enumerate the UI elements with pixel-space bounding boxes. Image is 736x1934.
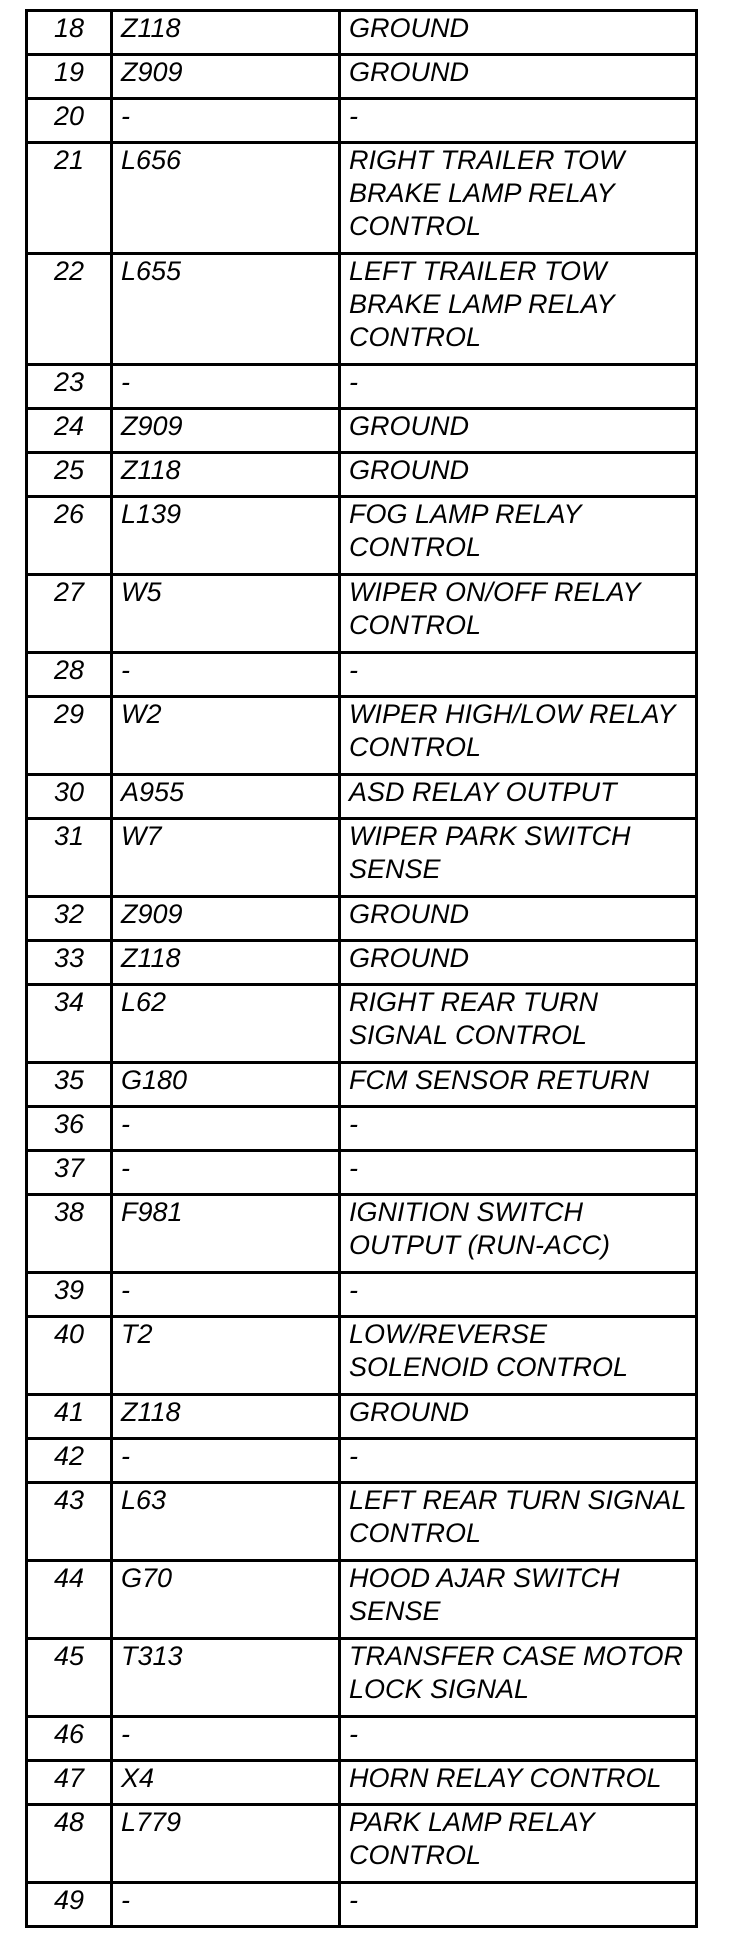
function-cell: WIPER HIGH/LOW RELAY CONTROL (340, 697, 697, 775)
table-row (27, 365, 697, 409)
pin-number-cell: 26 (27, 497, 112, 575)
function-cell: WIPER PARK SWITCH SENSE (340, 819, 697, 897)
table-row (27, 1805, 697, 1883)
table-row (27, 653, 697, 697)
pin-number-cell: 30 (27, 775, 112, 819)
table-row (27, 1439, 697, 1483)
circuit-cell: - (112, 99, 340, 143)
circuit-cell: - (112, 1273, 340, 1317)
pin-number-cell: 42 (27, 1439, 112, 1483)
table-row (27, 1483, 697, 1561)
table-row (27, 254, 697, 365)
table-row (27, 55, 697, 99)
pin-number-cell: 35 (27, 1063, 112, 1107)
circuit-cell: Z909 (112, 409, 340, 453)
circuit-cell: Z118 (112, 453, 340, 497)
pin-number-cell: 36 (27, 1107, 112, 1151)
circuit-cell: - (112, 1151, 340, 1195)
pin-number-cell: 28 (27, 653, 112, 697)
circuit-cell: - (112, 1439, 340, 1483)
pin-number-cell: 41 (27, 1395, 112, 1439)
pin-number-cell: 47 (27, 1761, 112, 1805)
circuit-cell: - (112, 653, 340, 697)
circuit-cell: Z909 (112, 55, 340, 99)
pin-table-body (27, 11, 697, 1927)
function-cell: WIPER ON/OFF RELAY CONTROL (340, 575, 697, 653)
circuit-cell: A955 (112, 775, 340, 819)
function-cell: - (340, 1717, 697, 1761)
function-cell: - (340, 365, 697, 409)
circuit-cell: Z909 (112, 897, 340, 941)
function-cell: GROUND (340, 897, 697, 941)
table-row (27, 941, 697, 985)
pin-number-cell: 44 (27, 1561, 112, 1639)
circuit-cell: F981 (112, 1195, 340, 1273)
pin-number-cell: 45 (27, 1639, 112, 1717)
function-cell: GROUND (340, 409, 697, 453)
circuit-cell: L62 (112, 985, 340, 1063)
function-cell: - (340, 1883, 697, 1927)
function-cell: - (340, 1107, 697, 1151)
table-row (27, 819, 697, 897)
function-cell: HOOD AJAR SWITCH SENSE (340, 1561, 697, 1639)
circuit-cell: G70 (112, 1561, 340, 1639)
function-cell: PARK LAMP RELAY CONTROL (340, 1805, 697, 1883)
function-cell: - (340, 1439, 697, 1483)
circuit-cell: - (112, 1883, 340, 1927)
function-cell: - (340, 653, 697, 697)
function-cell: - (340, 1273, 697, 1317)
table-row (27, 1639, 697, 1717)
pin-number-cell: 32 (27, 897, 112, 941)
circuit-cell: Z118 (112, 1395, 340, 1439)
circuit-cell: Z118 (112, 941, 340, 985)
function-cell: LOW/REVERSE SOLENOID CONTROL (340, 1317, 697, 1395)
function-cell: - (340, 1151, 697, 1195)
pin-number-cell: 43 (27, 1483, 112, 1561)
pin-number-cell: 37 (27, 1151, 112, 1195)
function-cell: LEFT TRAILER TOW BRAKE LAMP RELAY CONTROL (340, 254, 697, 365)
circuit-cell: Z118 (112, 11, 340, 55)
pin-number-cell: 25 (27, 453, 112, 497)
pin-number-cell: 19 (27, 55, 112, 99)
pin-number-cell: 48 (27, 1805, 112, 1883)
table-row (27, 575, 697, 653)
function-cell: FOG LAMP RELAY CONTROL (340, 497, 697, 575)
table-row (27, 897, 697, 941)
function-cell: GROUND (340, 1395, 697, 1439)
table-row (27, 1761, 697, 1805)
pin-number-cell: 39 (27, 1273, 112, 1317)
function-cell: TRANSFER CASE MOTOR LOCK SIGNAL (340, 1639, 697, 1717)
function-cell: HORN RELAY CONTROL (340, 1761, 697, 1805)
pin-number-cell: 20 (27, 99, 112, 143)
table-row (27, 1883, 697, 1927)
circuit-cell: L655 (112, 254, 340, 365)
circuit-cell: - (112, 365, 340, 409)
pin-number-cell: 34 (27, 985, 112, 1063)
table-row (27, 99, 697, 143)
function-cell: GROUND (340, 11, 697, 55)
table-row (27, 453, 697, 497)
circuit-cell: - (112, 1717, 340, 1761)
pin-number-cell: 38 (27, 1195, 112, 1273)
circuit-cell: T313 (112, 1639, 340, 1717)
table-row (27, 1395, 697, 1439)
circuit-cell: W2 (112, 697, 340, 775)
circuit-cell: G180 (112, 1063, 340, 1107)
table-row (27, 497, 697, 575)
pin-number-cell: 31 (27, 819, 112, 897)
pin-number-cell: 24 (27, 409, 112, 453)
table-row (27, 1317, 697, 1395)
table-row (27, 1561, 697, 1639)
table-row (27, 1273, 697, 1317)
function-cell: IGNITION SWITCH OUTPUT (RUN-ACC) (340, 1195, 697, 1273)
function-cell: LEFT REAR TURN SIGNAL CONTROL (340, 1483, 697, 1561)
circuit-cell: W5 (112, 575, 340, 653)
circuit-cell: W7 (112, 819, 340, 897)
table-row (27, 1717, 697, 1761)
table-row (27, 697, 697, 775)
table-row (27, 11, 697, 55)
pin-number-cell: 21 (27, 143, 112, 254)
circuit-cell: - (112, 1107, 340, 1151)
function-cell: GROUND (340, 941, 697, 985)
table-row (27, 1195, 697, 1273)
pin-table (25, 9, 698, 1928)
function-cell: RIGHT TRAILER TOW BRAKE LAMP RELAY CONTROL (340, 143, 697, 254)
table-row (27, 1107, 697, 1151)
function-cell: FCM SENSOR RETURN (340, 1063, 697, 1107)
table-row (27, 409, 697, 453)
function-cell: GROUND (340, 453, 697, 497)
pin-number-cell: 27 (27, 575, 112, 653)
pin-number-cell: 46 (27, 1717, 112, 1761)
table-row (27, 1063, 697, 1107)
table-row (27, 985, 697, 1063)
circuit-cell: L656 (112, 143, 340, 254)
function-cell: - (340, 99, 697, 143)
circuit-cell: L779 (112, 1805, 340, 1883)
pin-number-cell: 18 (27, 11, 112, 55)
table-row (27, 775, 697, 819)
function-cell: ASD RELAY OUTPUT (340, 775, 697, 819)
circuit-cell: T2 (112, 1317, 340, 1395)
pin-number-cell: 29 (27, 697, 112, 775)
circuit-cell: L63 (112, 1483, 340, 1561)
table-row (27, 1151, 697, 1195)
pin-number-cell: 22 (27, 254, 112, 365)
function-cell: RIGHT REAR TURN SIGNAL CONTROL (340, 985, 697, 1063)
function-cell: GROUND (340, 55, 697, 99)
circuit-cell: L139 (112, 497, 340, 575)
table-row (27, 143, 697, 254)
pin-number-cell: 40 (27, 1317, 112, 1395)
circuit-cell: X4 (112, 1761, 340, 1805)
pin-number-cell: 49 (27, 1883, 112, 1927)
pin-number-cell: 23 (27, 365, 112, 409)
pin-number-cell: 33 (27, 941, 112, 985)
